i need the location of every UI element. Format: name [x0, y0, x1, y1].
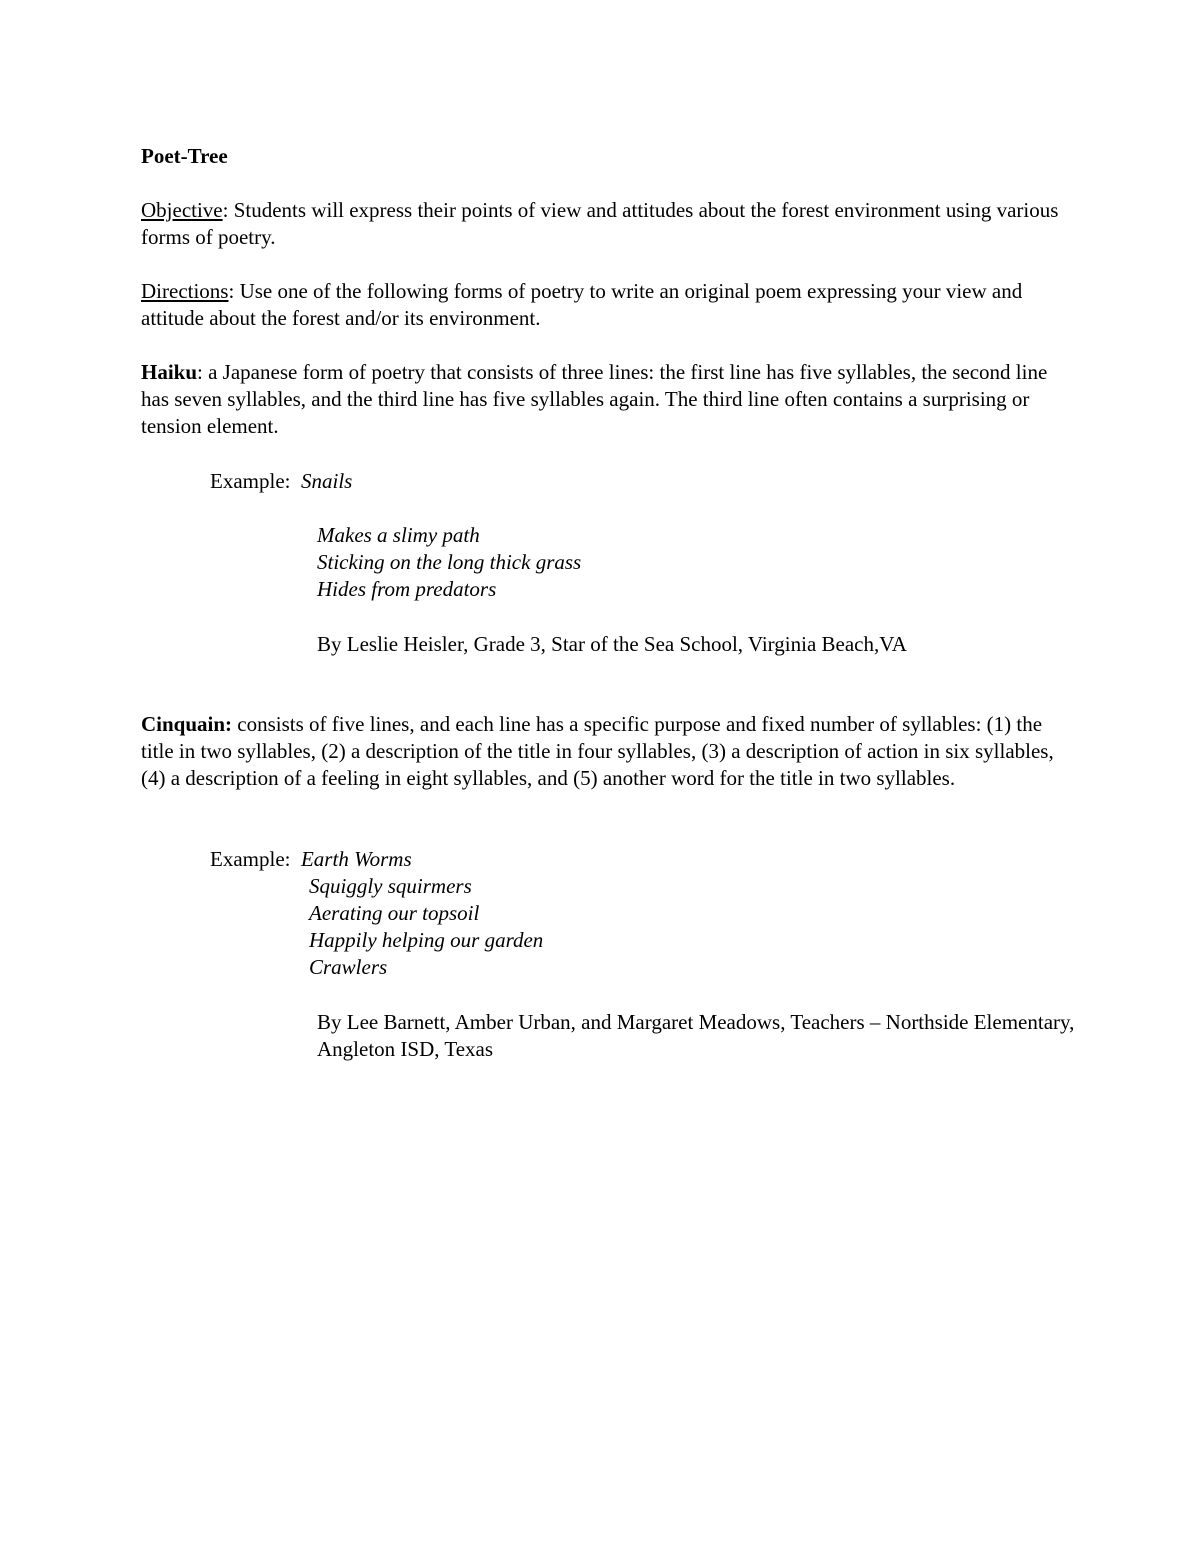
cinquain-paragraph — [141, 711, 1071, 792]
haiku-line: Sticking on the long thick grass — [317, 550, 582, 574]
objective-text: : Students will express their points of view and attitudes about the forest environment using various forms of poetry. — [141, 198, 1059, 249]
directions-label: Directions — [141, 279, 229, 303]
cinquain-line: Squiggly squirmers — [309, 874, 472, 898]
page-title: Poet-Tree — [141, 144, 228, 168]
haiku-byline: By Leslie Heisler, Grade 3, Star of the Sea School, Virginia Beach,VA — [317, 632, 907, 656]
cinquain-byline: By Lee Barnett, Amber Urban, and Margaret Meadows, Teachers – Northside Elementary, Angleton ISD, Texas — [317, 1010, 1075, 1061]
cinquain-term: Cinquain: — [141, 712, 233, 736]
haiku-line: Makes a slimy path — [317, 523, 480, 547]
haiku-example-label — [210, 468, 352, 495]
objective-label: Objective — [141, 198, 223, 222]
haiku-line: Hides from predators — [317, 577, 497, 601]
cinquain-poem — [309, 873, 543, 981]
directions-paragraph — [141, 278, 1071, 332]
cinquain-line: Crawlers — [309, 955, 388, 979]
cinquain-line: Aerating our topsoil — [309, 901, 480, 925]
cinquain-example-title: Earth Worms — [300, 847, 412, 871]
haiku-poem — [317, 522, 581, 603]
haiku-paragraph — [141, 359, 1071, 440]
haiku-definition: : a Japanese form of poetry that consists of three lines: the first line has five syllables, the second line has seven syllables, and the third line has five syllables again. The third line often contains a surprising or tension element. — [141, 360, 1048, 438]
haiku-example-label-text: Example: — [210, 469, 291, 493]
haiku-term: Haiku — [141, 360, 198, 384]
objective-paragraph — [141, 197, 1071, 251]
cinquain-example-label-text: Example: — [210, 847, 291, 871]
haiku-example-title: Snails — [300, 469, 353, 493]
cinquain-example-label — [210, 846, 412, 873]
directions-text: : Use one of the following forms of poetry to write an original poem expressing your view and attitude about the forest and/or its environment. — [141, 279, 1023, 330]
cinquain-line: Happily helping our garden — [309, 928, 544, 952]
cinquain-definition: consists of five lines, and each line has a specific purpose and fixed number of syllables: (1) the title in two syllables, (2) a description of the title in four syllables, (3) a description of action in six syllables, (4) a description of a feeling in eight syllables, and (5) another word for the title in two syllables. — [141, 712, 1054, 790]
